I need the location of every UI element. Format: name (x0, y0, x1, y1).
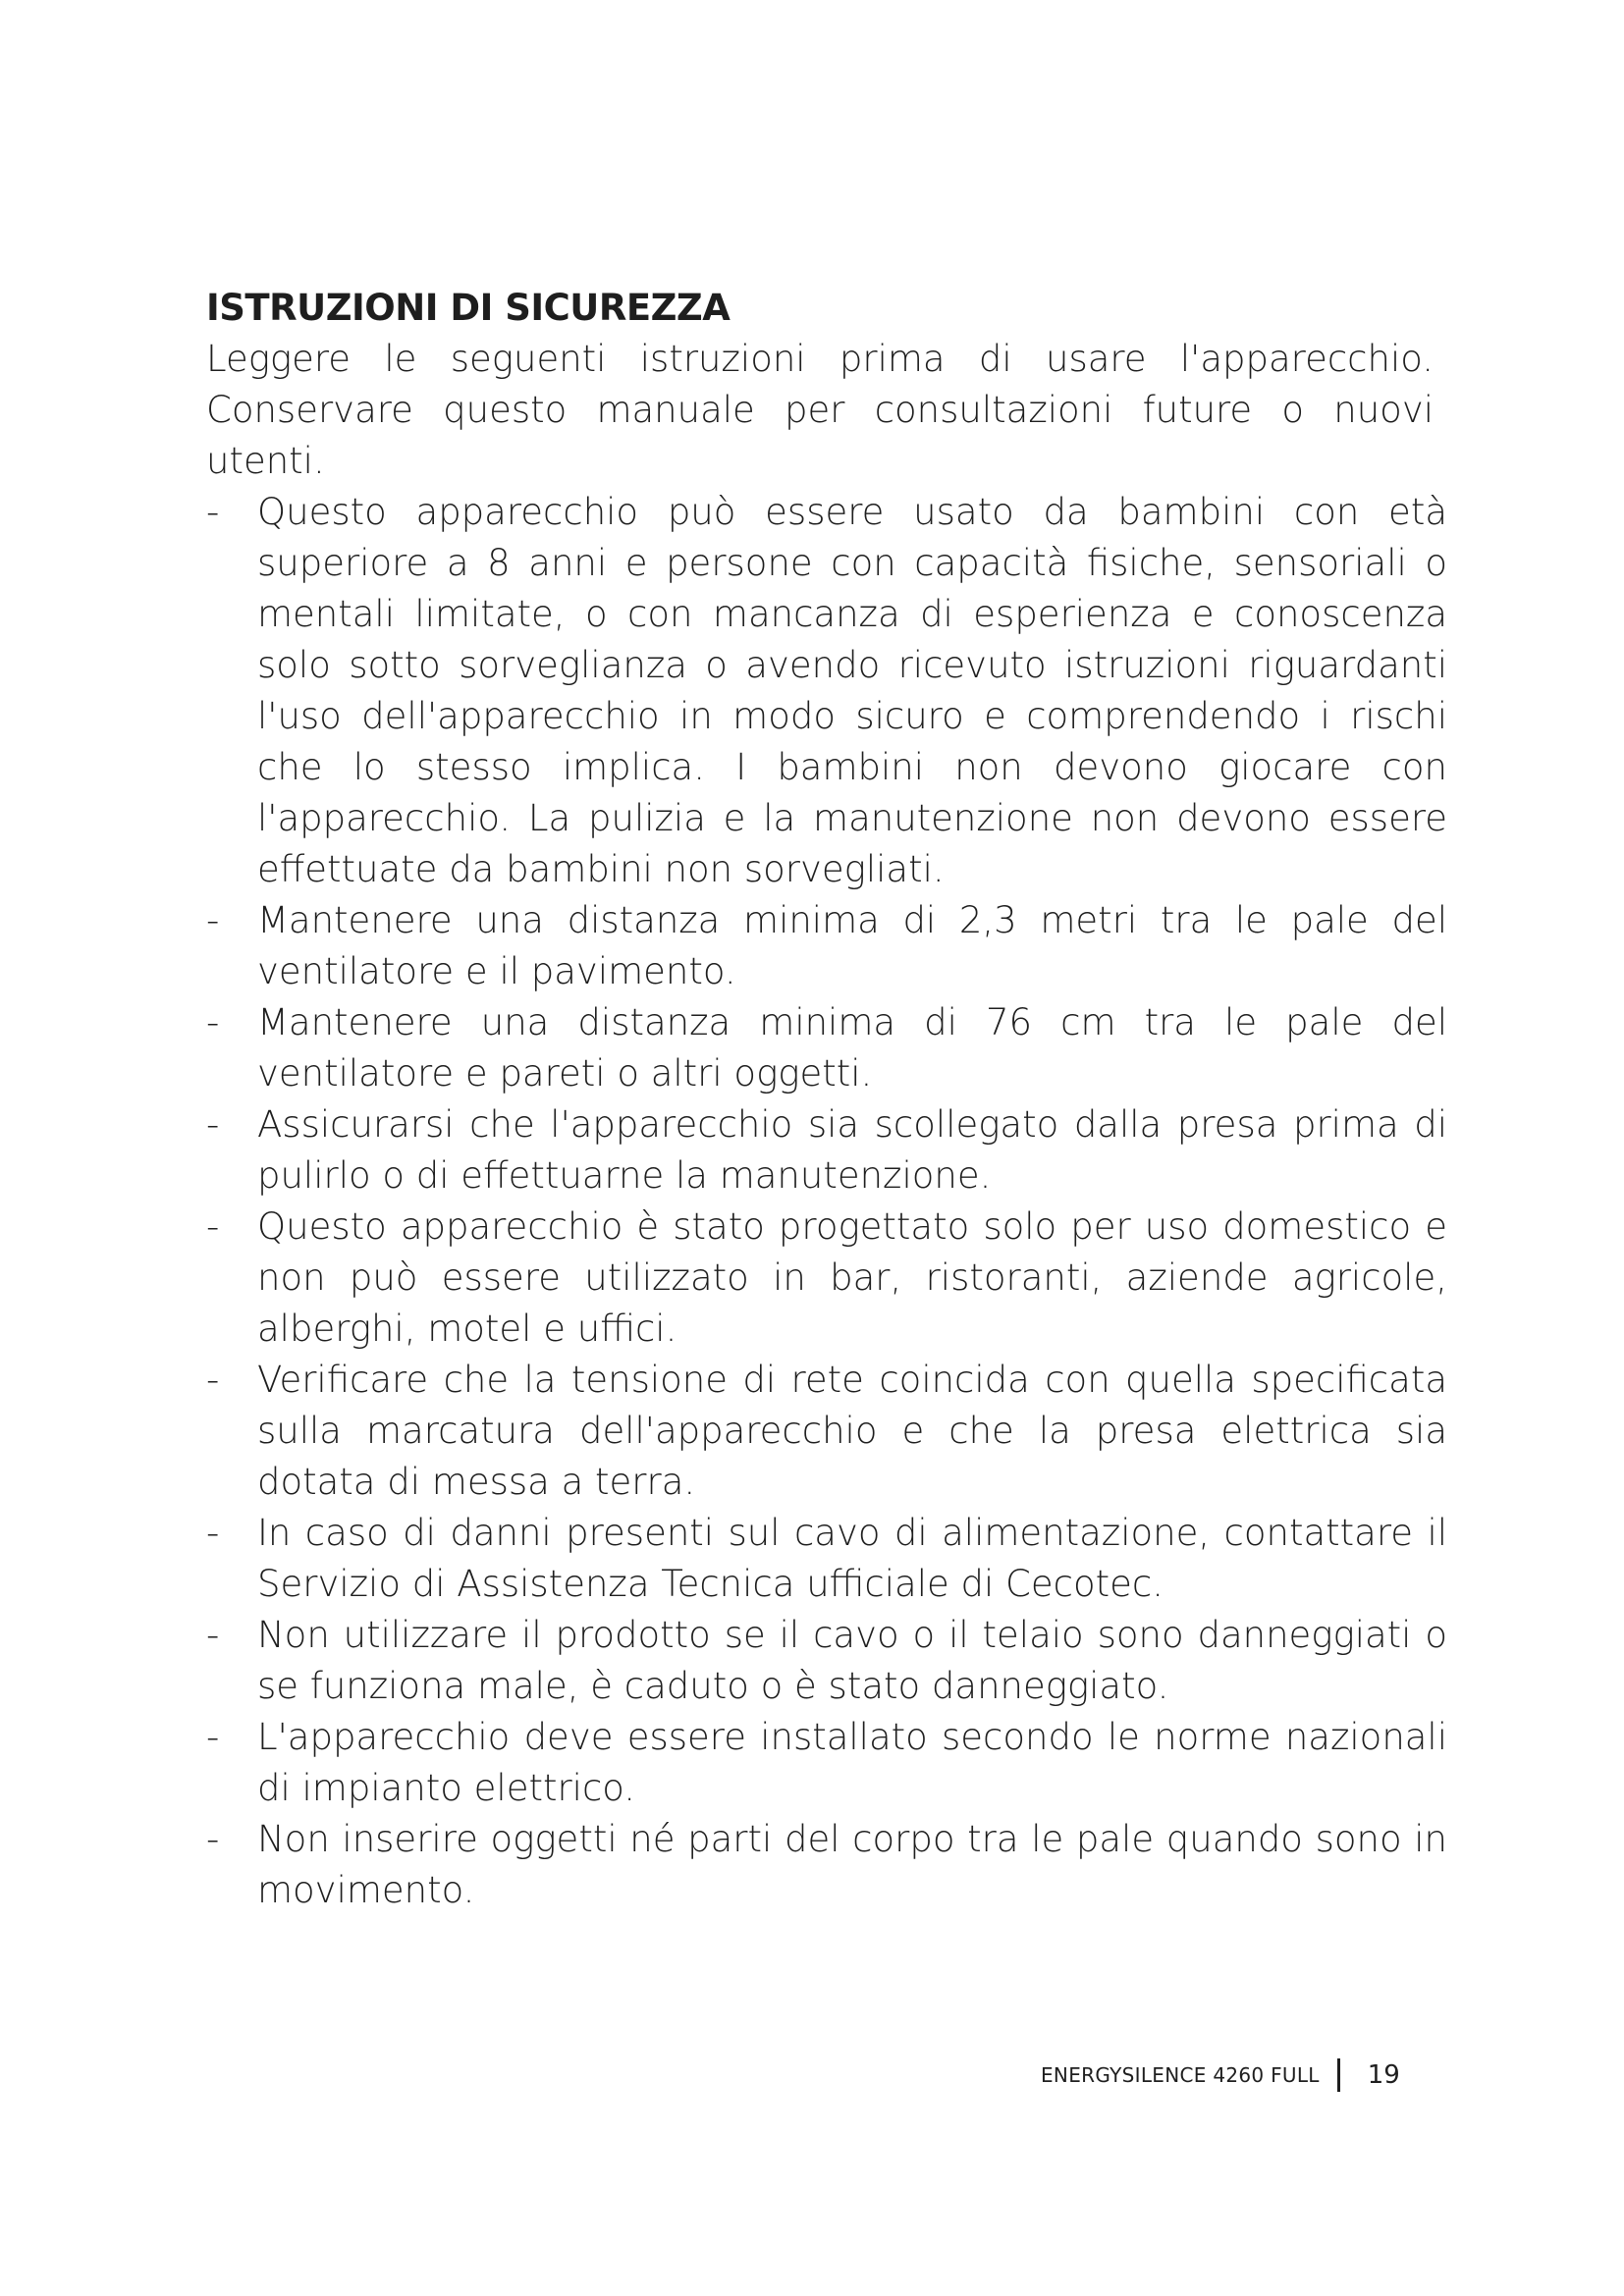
page-content (206, 283, 1463, 1916)
list-item: - Verificare che la tensione di rete coincida con quella specificata sulla marcatura dell'apparecchio e che la presa elettrica sia dotata di messa a terra. (206, 1355, 1447, 1508)
safety-list (206, 487, 1463, 1916)
list-item: - Questo apparecchio può essere usato da bambini con età superiore a 8 anni e persone con capacità fisiche, sensoriali o mentali limitate, o con mancanza di esperienza e conoscenza solo sotto sorveglianza o avendo ricevuto istruzioni riguardanti l'uso dell'apparecchio in modo sicuro e comprendendo i rischi che lo stesso implica. I bambini non devono giocare con l'apparecchio. La pulizia e la manutenzione non devono essere effettuate da bambini non sorvegliati. (206, 487, 1447, 895)
list-item: - L'apparecchio deve essere installato secondo le norme nazionali di impianto elettrico. (206, 1712, 1447, 1814)
footer-model-name: ENERGYSILENCE 4260 FULL (1041, 2063, 1320, 2087)
list-item: - In caso di danni presenti sul cavo di alimentazione, contattare il Servizio di Assistenza Tecnica ufficiale di Cecotec. (206, 1508, 1447, 1610)
footer-divider (1337, 2058, 1340, 2092)
list-item: - Assicurarsi che l'apparecchio sia scollegato dalla presa prima di pulirlo o di effettuarne la manutenzione. (206, 1099, 1447, 1201)
list-item: - Non inserire oggetti né parti del corpo tra le pale quando sono in movimento. (206, 1814, 1447, 1916)
intro-paragraph: Leggere le seguenti istruzioni prima di usare l'apparecchio. Conservare questo manuale per consultazioni future o nuovi utenti. (206, 338, 1434, 482)
list-item: - Mantenere una distanza minima di 76 cm tra le pale del ventilatore e pareti o altri oggetti. (206, 997, 1447, 1099)
page-number: 19 (1367, 2060, 1400, 2090)
list-item: - Non utilizzare il prodotto se il cavo o il telaio sono danneggiati o se funziona male, è caduto o è stato danneggiato. (206, 1610, 1447, 1712)
page-footer (1041, 2056, 1400, 2095)
section-heading: ISTRUZIONI DI SICUREZZA (206, 287, 731, 329)
list-item: - Questo apparecchio è stato progettato solo per uso domestico e non può essere utilizzato in bar, ristoranti, aziende agricole, alberghi, motel e uffici. (206, 1201, 1447, 1355)
list-item: - Mantenere una distanza minima di 2,3 metri tra le pale del ventilatore e il pavimento. (206, 895, 1447, 997)
